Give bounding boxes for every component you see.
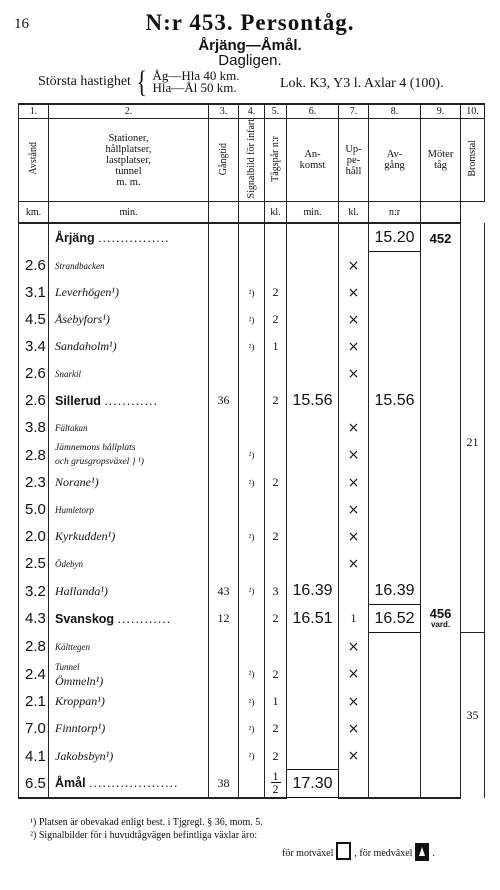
distance: 4.1	[19, 742, 49, 770]
station-name: Åmål ....................	[49, 770, 209, 798]
signal-note	[239, 360, 265, 387]
station-label: Årjäng	[55, 231, 95, 246]
signal-note: ²)	[239, 715, 265, 742]
stop-mark	[339, 770, 369, 798]
departure-time	[369, 523, 421, 550]
bromstal-value: 35	[461, 633, 485, 798]
table-row	[19, 414, 485, 441]
meeting-train	[421, 441, 461, 469]
gangtid	[209, 441, 239, 469]
departure-time: 15.20	[369, 223, 421, 252]
arrival-time: 15.56	[287, 387, 339, 414]
arrival-time	[287, 469, 339, 496]
departure-time	[369, 715, 421, 742]
table-row	[19, 770, 485, 798]
gangtid	[209, 550, 239, 577]
gangtid	[209, 306, 239, 333]
medvaxel-signal-icon	[415, 843, 429, 861]
departure-time	[369, 550, 421, 577]
arrival-time: 16.39	[287, 577, 339, 605]
table-row	[19, 660, 485, 688]
meeting-train	[421, 414, 461, 441]
header-uppehall: Up- pe- håll	[339, 119, 369, 202]
track-number	[265, 633, 287, 661]
stop-mark: ×	[339, 333, 369, 360]
signal-note: ²)	[239, 660, 265, 688]
column-number: 2.	[49, 104, 209, 119]
station-name: Humletorp	[49, 496, 209, 523]
track-number	[265, 550, 287, 577]
gangtid	[209, 223, 239, 252]
signal-note	[239, 223, 265, 252]
meeting-train	[421, 252, 461, 280]
departure-time: 15.56	[369, 387, 421, 414]
header-moter: Möter tåg	[421, 119, 461, 202]
stop-mark	[339, 577, 369, 605]
arrival-time	[287, 715, 339, 742]
stop-mark: ×	[339, 715, 369, 742]
track-number: 2	[265, 523, 287, 550]
distance: 2.0	[19, 523, 49, 550]
header-ankomst: An- komst	[287, 119, 339, 202]
unit-tagspar	[239, 202, 265, 224]
footnotes	[30, 816, 435, 861]
departure-time	[369, 660, 421, 688]
signal-note: ²)	[239, 333, 265, 360]
stop-mark: ×	[339, 660, 369, 688]
gangtid: 43	[209, 577, 239, 605]
departure-time	[369, 496, 421, 523]
station-label: Jämnemons hållplats	[55, 443, 136, 454]
table-row	[19, 496, 485, 523]
unit-avstand: km.	[19, 202, 49, 224]
column-number: 1.	[19, 104, 49, 119]
distance: 2.6	[19, 252, 49, 280]
arrival-time	[287, 523, 339, 550]
table-row	[19, 688, 485, 715]
departure-time	[369, 306, 421, 333]
distance: 2.6	[19, 360, 49, 387]
column-number: 8.	[369, 104, 421, 119]
units-row	[19, 202, 485, 224]
distance: 3.8	[19, 414, 49, 441]
distance: 2.8	[19, 633, 49, 661]
signal-note	[239, 387, 265, 414]
stop-mark: ×	[339, 633, 369, 661]
signal-note: ²)	[239, 469, 265, 496]
meeting-train	[421, 469, 461, 496]
column-number: 6.	[287, 104, 339, 119]
distance	[19, 223, 49, 252]
track-number: 1	[265, 688, 287, 715]
table-row	[19, 306, 485, 333]
station-name: Strandbacken	[49, 252, 209, 280]
arrival-time	[287, 441, 339, 469]
frequency: Dagligen.	[218, 52, 282, 69]
track-number	[265, 252, 287, 280]
station-label: Sillerud	[55, 393, 101, 408]
gangtid	[209, 523, 239, 550]
footnote-1: ¹) Platsen är obevakad enligt best. i Tjgregl. § 36, mom. 5.	[30, 817, 263, 828]
distance: 5.0	[19, 496, 49, 523]
unit-avgang: kl.	[339, 202, 369, 224]
signal-note: ²)	[239, 742, 265, 770]
arrival-time	[287, 496, 339, 523]
stop-minutes: 1	[339, 605, 369, 633]
meeting-train	[421, 577, 461, 605]
signal-note: ²)	[239, 523, 265, 550]
stop-mark	[339, 387, 369, 414]
departure-time	[369, 360, 421, 387]
table-row	[19, 742, 485, 770]
track-number: 2	[265, 306, 287, 333]
meeting-train	[421, 279, 461, 306]
stop-mark: ×	[339, 550, 369, 577]
distance: 2.8	[19, 441, 49, 469]
station-name: Kälttegen	[49, 633, 209, 661]
header-gangtid: Gångtid	[209, 119, 239, 202]
track-number: 2	[265, 715, 287, 742]
stop-mark: ×	[339, 441, 369, 469]
gangtid	[209, 660, 239, 688]
track-number: 1	[265, 333, 287, 360]
arrival-time	[287, 279, 339, 306]
speed-lines	[153, 70, 240, 94]
meeting-train	[421, 660, 461, 688]
meeting-train	[421, 387, 461, 414]
station-label-2: och grusgropsväxel } ¹)	[55, 457, 144, 468]
track-number	[265, 223, 287, 252]
signal-note: ²)	[239, 306, 265, 333]
distance: 2.1	[19, 688, 49, 715]
footnote-medvaxel: , för medväxel	[354, 848, 413, 859]
arrival-time	[287, 252, 339, 280]
table-row	[19, 633, 485, 661]
station-name: Fältakan	[49, 414, 209, 441]
column-number: 10.	[461, 104, 485, 119]
departure-time	[369, 688, 421, 715]
meeting-train	[421, 605, 461, 633]
bromstal-cell	[461, 223, 485, 252]
departure-time: 16.39	[369, 577, 421, 605]
gangtid	[209, 633, 239, 661]
departure-time	[369, 333, 421, 360]
column-number: 9.	[421, 104, 461, 119]
arrival-time	[287, 414, 339, 441]
table-row	[19, 333, 485, 360]
meeting-train	[421, 360, 461, 387]
brace-icon: {	[136, 64, 147, 100]
departure-time	[369, 279, 421, 306]
meeting-train	[421, 523, 461, 550]
signal-note	[239, 496, 265, 523]
station-name: Sillerud ............	[49, 387, 209, 414]
track-number: 2	[265, 605, 287, 633]
header-signal: Signalbild för infart	[239, 119, 265, 202]
arrival-time	[287, 306, 339, 333]
gangtid	[209, 688, 239, 715]
stop-mark: ×	[339, 306, 369, 333]
meeting-train	[421, 633, 461, 661]
column-number: 4.	[239, 104, 265, 119]
stop-mark: ×	[339, 279, 369, 306]
meeting-train	[421, 306, 461, 333]
column-number: 7.	[339, 104, 369, 119]
station-name: Kyrkudden¹)	[49, 523, 209, 550]
table-row	[19, 252, 485, 280]
distance: 3.1	[19, 279, 49, 306]
departure-time	[369, 770, 421, 798]
signal-note	[239, 414, 265, 441]
arrival-time	[287, 550, 339, 577]
track-number	[265, 414, 287, 441]
motvaxel-signal-icon	[336, 842, 351, 860]
station-name: Snarkil	[49, 360, 209, 387]
arrival-time	[287, 633, 339, 661]
table-row	[19, 441, 485, 469]
track-number	[265, 770, 287, 798]
header-stations: Stationer, hållplatser, lastplatser, tunnel m. m.	[49, 119, 209, 202]
route: Årjäng—Åmål.	[198, 37, 302, 54]
gangtid: 38	[209, 770, 239, 798]
station-name: Finntorp¹)	[49, 715, 209, 742]
track-number: 2	[265, 387, 287, 414]
station-name: Norane¹)	[49, 469, 209, 496]
page-number: 16	[14, 16, 29, 32]
header-avstand: Avstånd	[19, 119, 49, 202]
track-number: 3	[265, 577, 287, 605]
meeting-note: vard.	[430, 619, 451, 629]
column-number: 3.	[209, 104, 239, 119]
station-name	[49, 660, 209, 688]
track-number: 2	[265, 742, 287, 770]
stop-mark: ×	[339, 360, 369, 387]
signal-note: ²)	[239, 688, 265, 715]
distance: 4.5	[19, 306, 49, 333]
stop-mark: ×	[339, 496, 369, 523]
signal-note: ²)	[239, 441, 265, 469]
header-tagspar: Tågspår n:r	[265, 119, 287, 202]
station-name: Svanskog ............	[49, 605, 209, 633]
gangtid	[209, 279, 239, 306]
signal-note	[239, 770, 265, 798]
distance: 7.0	[19, 715, 49, 742]
track-number	[265, 496, 287, 523]
track-number	[265, 441, 287, 469]
signal-note: ²)	[239, 577, 265, 605]
station-label: Svanskog	[55, 611, 115, 626]
meeting-train	[421, 742, 461, 770]
meeting-train	[421, 496, 461, 523]
stop-mark: ×	[339, 688, 369, 715]
column-number-row	[19, 104, 485, 119]
gangtid: 12	[209, 605, 239, 633]
distance: 2.4	[19, 660, 49, 688]
meeting-train	[421, 688, 461, 715]
meeting-train	[421, 715, 461, 742]
station-label: Åmål	[55, 776, 86, 791]
unit-moter: n:r	[369, 202, 421, 224]
distance: 2.5	[19, 550, 49, 577]
table-row	[19, 223, 485, 252]
gangtid	[209, 252, 239, 280]
signal-note: ²)	[239, 279, 265, 306]
arrival-time	[287, 223, 339, 252]
header-bromstal: Bromstal	[461, 119, 485, 202]
table-row	[19, 715, 485, 742]
meeting-number: 456	[429, 605, 452, 621]
footnote-motvaxel: för motväxel	[282, 848, 334, 859]
bromstal-value: 21	[461, 252, 485, 633]
track-top: 1	[272, 768, 279, 783]
arrival-time	[287, 360, 339, 387]
max-speed-label: Största hastighet	[38, 74, 131, 90]
gangtid	[209, 360, 239, 387]
table-row	[19, 577, 485, 605]
distance: 3.2	[19, 577, 49, 605]
table-row	[19, 469, 485, 496]
station-label: Ömmeln¹)	[55, 674, 104, 689]
gangtid	[209, 414, 239, 441]
footnote-3: för motväxel , för medväxel .	[30, 842, 435, 861]
column-number: 5.	[265, 104, 287, 119]
meeting-train: 452	[421, 223, 461, 252]
departure-time	[369, 252, 421, 280]
station-name: Kroppan¹)	[49, 688, 209, 715]
train-title: N:r 453. Persontåg.	[145, 10, 355, 35]
stop-mark: ×	[339, 414, 369, 441]
station-name: Åsebyfors¹)	[49, 306, 209, 333]
timetable	[18, 103, 485, 799]
departure-time	[369, 633, 421, 661]
stop-mark: ×	[339, 523, 369, 550]
station-name	[49, 441, 209, 469]
stop-mark: ×	[339, 742, 369, 770]
station-name: Årjäng ................	[49, 223, 209, 252]
track-number: 2	[265, 469, 287, 496]
signal-note	[239, 252, 265, 280]
departure-time	[369, 441, 421, 469]
table-row	[19, 550, 485, 577]
station-name: Sandaholm¹)	[49, 333, 209, 360]
station-name: Leverhögen¹)	[49, 279, 209, 306]
stop-mark: ×	[339, 469, 369, 496]
arrival-time: 16.51	[287, 605, 339, 633]
arrival-time	[287, 333, 339, 360]
station-name: Jakobsbyn¹)	[49, 742, 209, 770]
table-row	[19, 523, 485, 550]
unit-ankomst: kl.	[265, 202, 287, 224]
track-bottom: 2	[272, 781, 279, 796]
track-number	[265, 360, 287, 387]
station-name: Ödebyn	[49, 550, 209, 577]
track-number: 2	[265, 279, 287, 306]
meeting-train	[421, 550, 461, 577]
arrival-time	[287, 660, 339, 688]
table-row	[19, 360, 485, 387]
meeting-train	[421, 770, 461, 798]
stop-mark	[339, 223, 369, 252]
arrival-time	[287, 742, 339, 770]
gangtid	[209, 715, 239, 742]
distance: 2.6	[19, 387, 49, 414]
departure-time	[369, 742, 421, 770]
unit-gangtid: min.	[49, 202, 209, 224]
speed-line-2: Hla—Ål 50 km.	[152, 80, 237, 95]
locomotive-info: Lok. K3, Y3 l. Axlar 4 (100).	[280, 76, 444, 91]
column-header-row	[19, 119, 485, 202]
stop-mark: ×	[339, 252, 369, 280]
gangtid	[209, 742, 239, 770]
unit-bromstal	[421, 202, 461, 224]
distance: 4.3	[19, 605, 49, 633]
table-row	[19, 279, 485, 306]
departure-time	[369, 469, 421, 496]
arrival-time	[287, 688, 339, 715]
distance: 6.5	[19, 770, 49, 798]
arrival-time: 17.30	[287, 770, 339, 798]
header-avgang: Av- gång	[369, 119, 421, 202]
distance: 2.3	[19, 469, 49, 496]
footnote-2: ²) Signalbilder för i huvudtågvägen befintliga växlar äro:	[30, 830, 258, 841]
max-speed	[38, 64, 240, 100]
departure-time	[369, 414, 421, 441]
gangtid	[209, 333, 239, 360]
gangtid	[209, 496, 239, 523]
gangtid: 36	[209, 387, 239, 414]
signal-note	[239, 605, 265, 633]
departure-time: 16.52	[369, 605, 421, 633]
unit-uppehall: min.	[287, 202, 339, 224]
meeting-train	[421, 333, 461, 360]
speed-line-1: Åg—Hla 40 km.	[152, 68, 240, 83]
gangtid	[209, 469, 239, 496]
table-row	[19, 605, 485, 633]
distance: 3.4	[19, 333, 49, 360]
signal-note	[239, 550, 265, 577]
table-row	[19, 387, 485, 414]
station-name: Hallanda¹)	[49, 577, 209, 605]
tunnel-label: Tunnel	[55, 662, 80, 673]
signal-note	[239, 633, 265, 661]
track-number: 2	[265, 660, 287, 688]
unit-signal	[209, 202, 239, 224]
